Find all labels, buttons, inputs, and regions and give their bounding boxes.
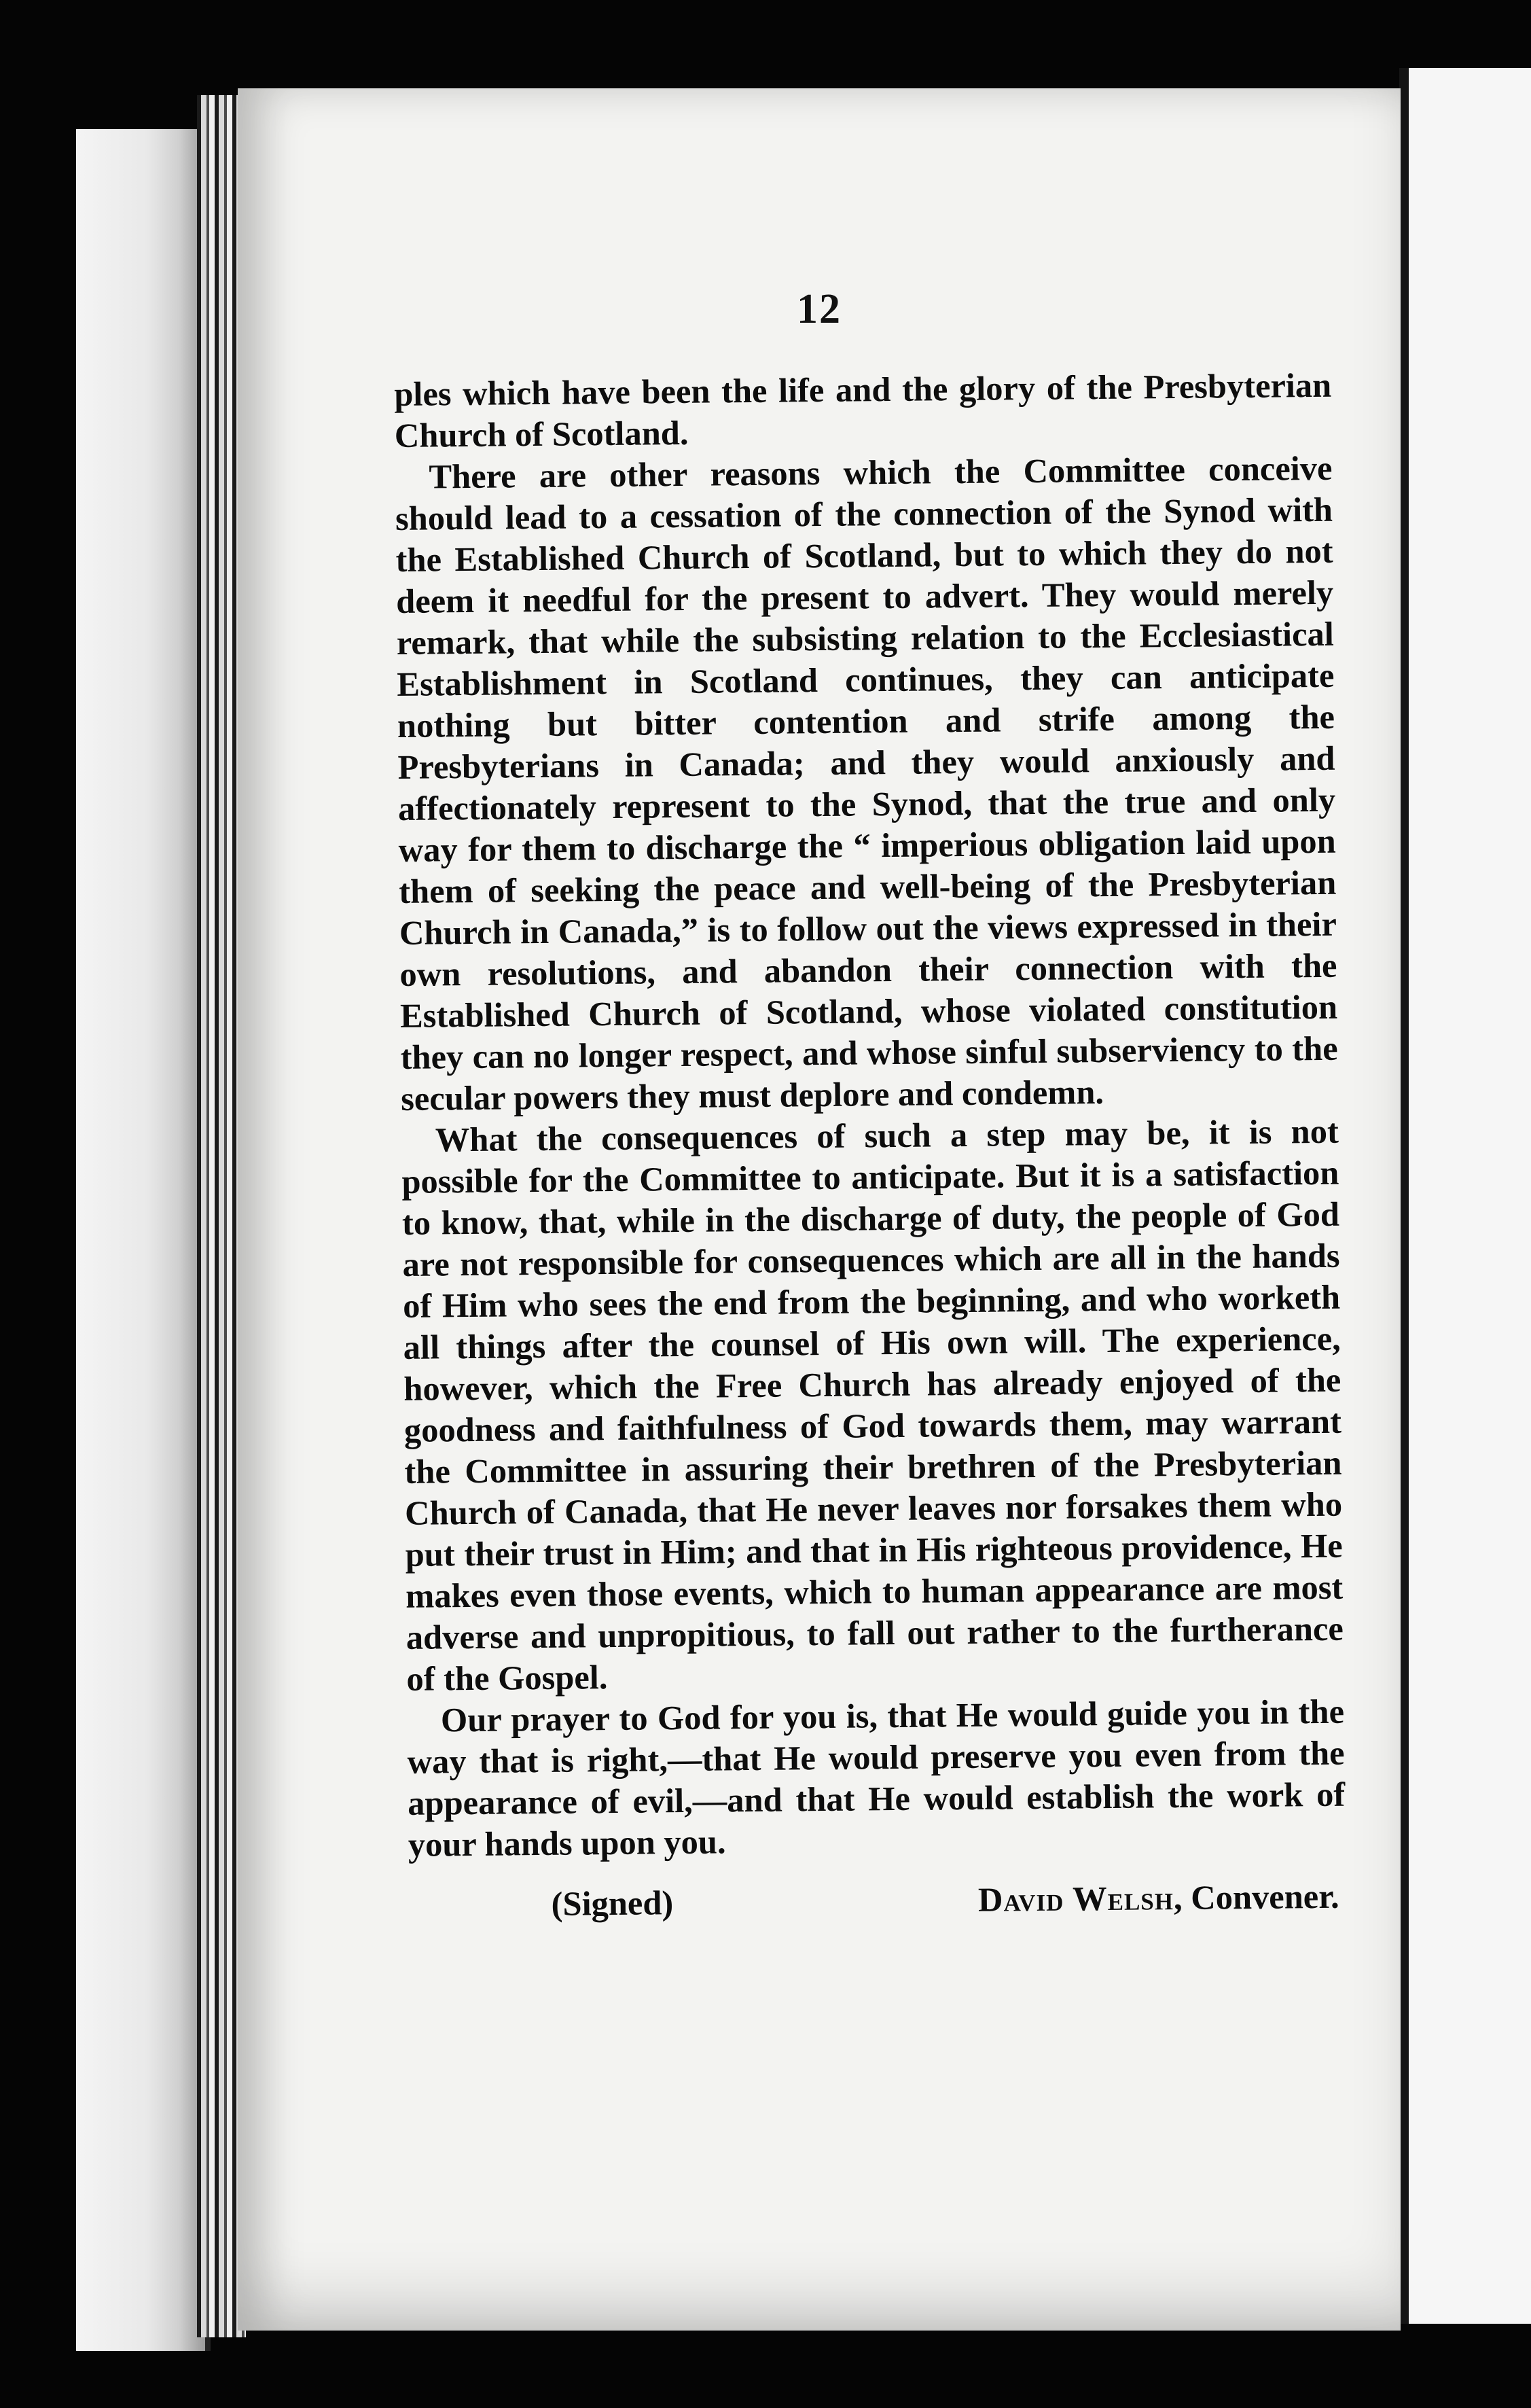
paragraph-continuation: ples which have been the life and the glory of the Presbyterian Church of Scotland. [394, 366, 1332, 455]
paragraph-other-reasons: There are other reasons which the Committee conceive should lead to a cessation of the connection of the Synod with the Established Church of Scotland, but to which they do not deem it needful for the present to advert. They would merely remark, that while the subsisting relation to the Ecclesiastical Establishment in Scotland continues, they can anticipate nothing but bitter contention and strife among the Presbyterians in Canada; and they would anxiously and affectionately represent to the Synod, that the true and only way for them to discharge the “ imperious obligation laid upon them of seeking the peace and well-being of the Presbyterian Church in Canada,” is to follow out the views expressed in their own resolutions, and abandon their connection with the Established Church of Scotland, whose violated constitution they can no longer respect, and whose sinful subserviency to the secular powers they must deplore and condemn. [395, 448, 1338, 1118]
signatory-title: , Convener. [1173, 1877, 1339, 1917]
signature-line [408, 1876, 1346, 1926]
book-page [238, 88, 1401, 2331]
right-page-edge [1399, 68, 1531, 2324]
signatory-name: David Welsh [977, 1879, 1174, 1919]
page-number: 12 [797, 286, 842, 332]
paragraph-prayer: Our prayer to God for you is, that He would guide you in the way that is right,—that He would preserve you even from the appearance of evil,—and that He would establish the work of your hands upon you. [407, 1692, 1346, 1864]
page-body [394, 365, 1346, 1926]
left-page-edge [76, 129, 211, 2351]
convener-signature [978, 1876, 1339, 1921]
signed-label: (Signed) [551, 1883, 674, 1923]
paragraph-consequences: What the consequences of such a step may be, it is not possible for the Committee to anticipate. But it is a satisfaction to know, that, while in the discharge of duty, the people of God are not responsible for consequences which are all in the hands of Him who sees the end from the beginning, and who worketh all things after the counsel of His own will. The experience, however, which the Free Church has already enjoyed of the goodness and faithfulness of God towards them, may warrant the Committee in assuring their brethren of the Presbyterian Church of Canada, that He never leaves nor forsakes them who put their trust in Him; and that in His righteous providence, He makes even those events, which to human appearance are most adverse and unpropitious, to fall out rather to the furtherance of the Gospel. [401, 1112, 1344, 1698]
